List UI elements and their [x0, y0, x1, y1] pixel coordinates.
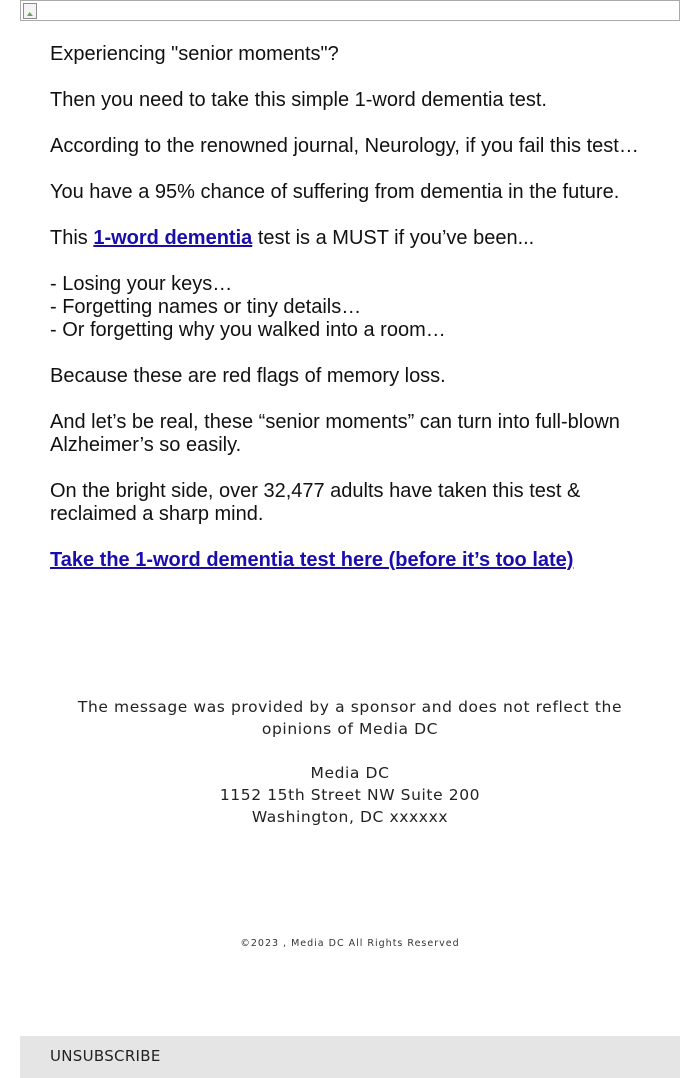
cta-paragraph: [50, 549, 660, 572]
intro-question: Experiencing "senior moments"?: [50, 43, 339, 65]
journal-statement: According to the renowned journal, Neurology, if you fail this test…: [50, 135, 639, 157]
sponsor-line: The message was provided by a sponsor and does not reflect the: [77, 698, 623, 716]
must-statement-suffix: test is a MUST if you’ve been...: [252, 227, 535, 249]
copyright-notice: ©2023 , Media DC All Rights Reserved: [240, 938, 460, 949]
red-flags-statement: Because these are red flags of memory loss.: [50, 365, 446, 387]
must-statement-prefix: This: [50, 227, 94, 249]
alzheimers-statement: And let’s be real, these “senior moments” can turn into full-blown Alzheimer’s so easily.: [50, 411, 620, 456]
sponsor-line: opinions of Media DC: [261, 720, 439, 738]
address-city: Washington, DC xxxxxx: [251, 808, 449, 826]
list-item: - Forgetting names or tiny details…: [50, 296, 362, 318]
dementia-test-inline-link[interactable]: 1-word dementia: [93, 227, 253, 249]
must-statement: [50, 227, 660, 250]
unsubscribe-link[interactable]: UNSUBSCRIBE: [50, 1047, 161, 1065]
unsubscribe-bar: [20, 1036, 680, 1078]
social-proof-statement: On the bright side, over 32,477 adults have taken this test & reclaimed a sharp mind.: [50, 480, 581, 525]
dementia-test-cta-link[interactable]: Take the 1-word dementia test here (before it’s too late): [50, 549, 574, 571]
address-company: Media DC: [310, 764, 390, 782]
header-image-placeholder: [20, 0, 680, 21]
email-body: [50, 43, 660, 595]
symptom-list: [50, 273, 660, 342]
sender-address: [20, 762, 680, 828]
list-item: - Or forgetting why you walked into a room…: [50, 319, 446, 341]
intro-statement: Then you need to take this simple 1-word dementia test.: [50, 89, 547, 111]
chance-statement: You have a 95% chance of suffering from dementia in the future.: [50, 181, 620, 203]
address-street: 1152 15th Street NW Suite 200: [219, 786, 481, 804]
broken-image-icon: [23, 3, 37, 19]
sponsor-disclaimer: [20, 696, 680, 740]
list-item: - Losing your keys…: [50, 273, 233, 295]
